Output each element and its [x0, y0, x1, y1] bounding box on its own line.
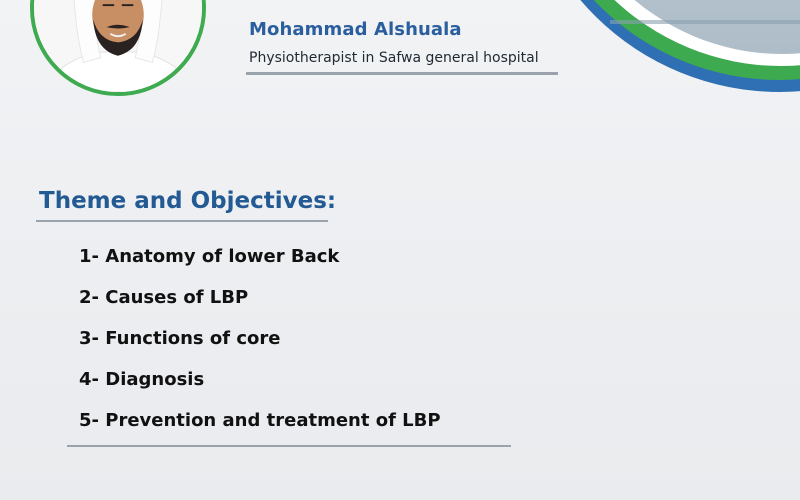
- objective-item: 2- Causes of LBP: [79, 287, 249, 308]
- objective-item: 1- Anatomy of lower Back: [79, 246, 340, 267]
- role-divider: [246, 72, 558, 75]
- objective-item: 4- Diagnosis: [79, 369, 205, 390]
- theme-heading: Theme and Objectives:: [39, 188, 337, 214]
- list-divider: [67, 445, 511, 447]
- theme-divider: [36, 220, 328, 222]
- objective-item: 5- Prevention and treatment of LBP: [79, 410, 441, 431]
- profile-name: Mohammad Alshuala: [249, 19, 462, 40]
- corner-decoration: [520, 0, 800, 92]
- objectives-list: [79, 244, 441, 449]
- person-photo-icon: [34, 0, 202, 92]
- profile-role: Physiotherapist in Safwa general hospital: [249, 50, 539, 66]
- avatar: [30, 0, 206, 96]
- objective-item: 3- Functions of core: [79, 328, 281, 349]
